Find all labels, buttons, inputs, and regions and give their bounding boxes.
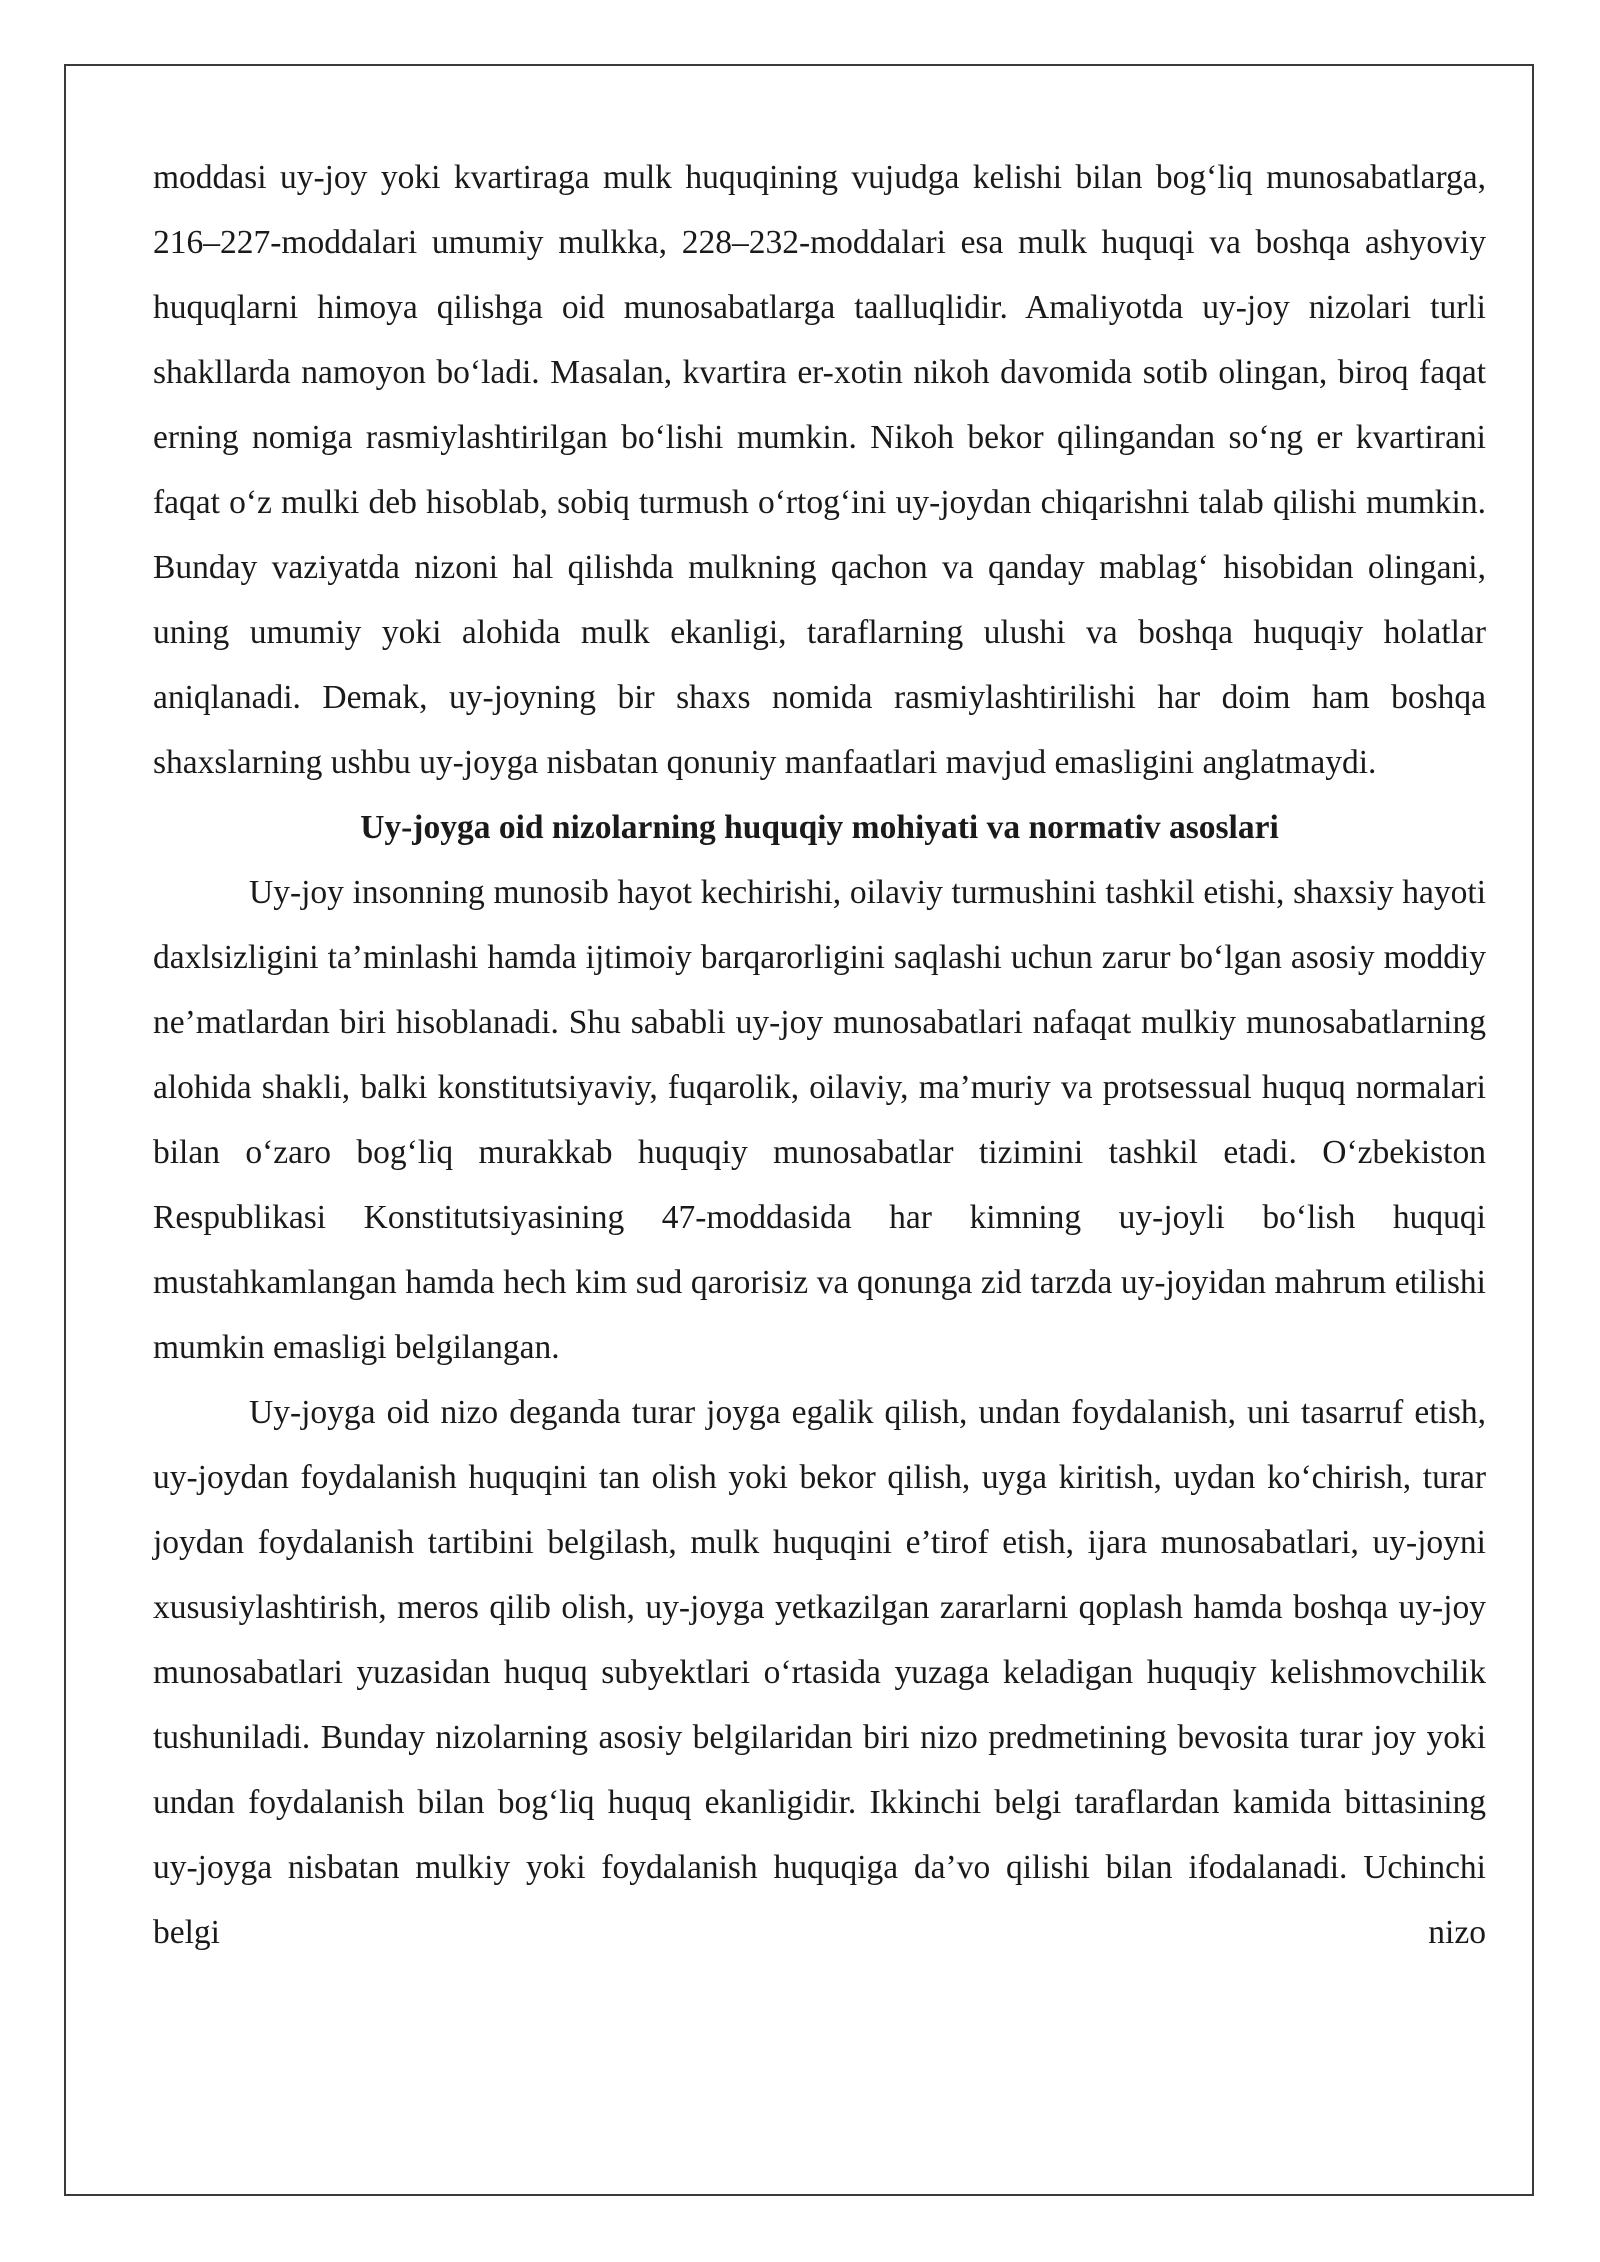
document-body: [153, 145, 1486, 1965]
paragraph-continued: moddasi uy-joy yoki kvartiraga mulk huquqining vujudga kelishi bilan bog‘liq munosabatlarga, 216–227-moddalari umumiy mulkka, 228–232-moddalari esa mulk huquqi va boshqa ashyoviy huquqlarni himoya qilishga oid munosabatlarga taalluqlidir. Amaliyotda uy-joy nizolari turli shakllarda namoyon bo‘ladi. Masalan, kvartira er-xotin nikoh davomida sotib olingan, biroq faqat erning nomiga rasmiylashtirilgan bo‘lishi mumkin. Nikoh bekor qilingandan so‘ng er kvartirani faqat o‘z mulki deb hisoblab, sobiq turmush o‘rtog‘ini uy-joydan chiqarishni talab qilishi mumkin. Bunday vaziyatda nizoni hal qilishda mulkning qachon va qanday mablag‘ hisobidan olingani, uning umumiy yoki alohida mulk ekanligi, taraflarning ulushi va boshqa huquqiy holatlar aniqlanadi. Demak, uy-joyning bir shaxs nomida rasmiylashtirilishi har doim ham boshqa shaxslarning ushbu uy-joyga nisbatan qonuniy manfaatlari mavjud emasligini anglatmaydi.: [153, 159, 1486, 781]
paragraph: Uy-joyga oid nizo deganda turar joyga egalik qilish, undan foydalanish, uni tasarruf etish, uy-joydan foydalanish huquqini tan olish yoki bekor qilish, uyga kiritish, uydan ko‘chirish, turar joydan foydalanish tartibini belgilash, mulk huquqini e’tirof etish, ijara munosabatlari, uy-joyni xususiylashtirish, meros qilib olish, uy-joyga yetkazilgan zararlarni qoplash hamda boshqa uy-joy munosabatlari yuzasidan huquq subyektlari o‘rtasida yuzaga keladigan huquqiy kelishmovchilik tushuniladi. Bunday nizolarning asosiy belgilaridan biri nizo predmetining bevosita turar joy yoki undan foydalanish bilan bog‘liq huquq ekanligidir. Ikkinchi belgi taraflardan kamida bittasining uy-joyga nisbatan mulkiy yoki foydalanish huquqiga da’vo qilishi bilan ifodalanadi. Uchinchi belgi nizo: [153, 1394, 1486, 1951]
section-heading: Uy-joyga oid nizolarning huquqiy mohiyati va normativ asoslari: [360, 809, 1279, 846]
paragraph: Uy-joy insonning munosib hayot kechirishi, oilaviy turmushini tashkil etishi, shaxsiy hayoti daxlsizligini ta’minlashi hamda ijtimoiy barqarorligini saqlashi uchun zarur bo‘lgan asosiy moddiy ne’matlardan biri hisoblanadi. Shu sababli uy-joy munosabatlari nafaqat mulkiy munosabatlarning alohida shakli, balki konstitutsiyaviy, fuqarolik, oilaviy, ma’muriy va protsessual huquq normalari bilan o‘zaro bog‘liq murakkab huquqiy munosabatlar tizimini tashkil etadi. O‘zbekiston Respublikasi Konstitutsiyasining 47-moddasida har kimning uy-joyli bo‘lish huquqi mustahkamlangan hamda hech kim sud qarorisiz va qonunga zid tarzda uy-joyidan mahrum etilishi mumkin emasligi belgilangan.: [153, 874, 1486, 1366]
